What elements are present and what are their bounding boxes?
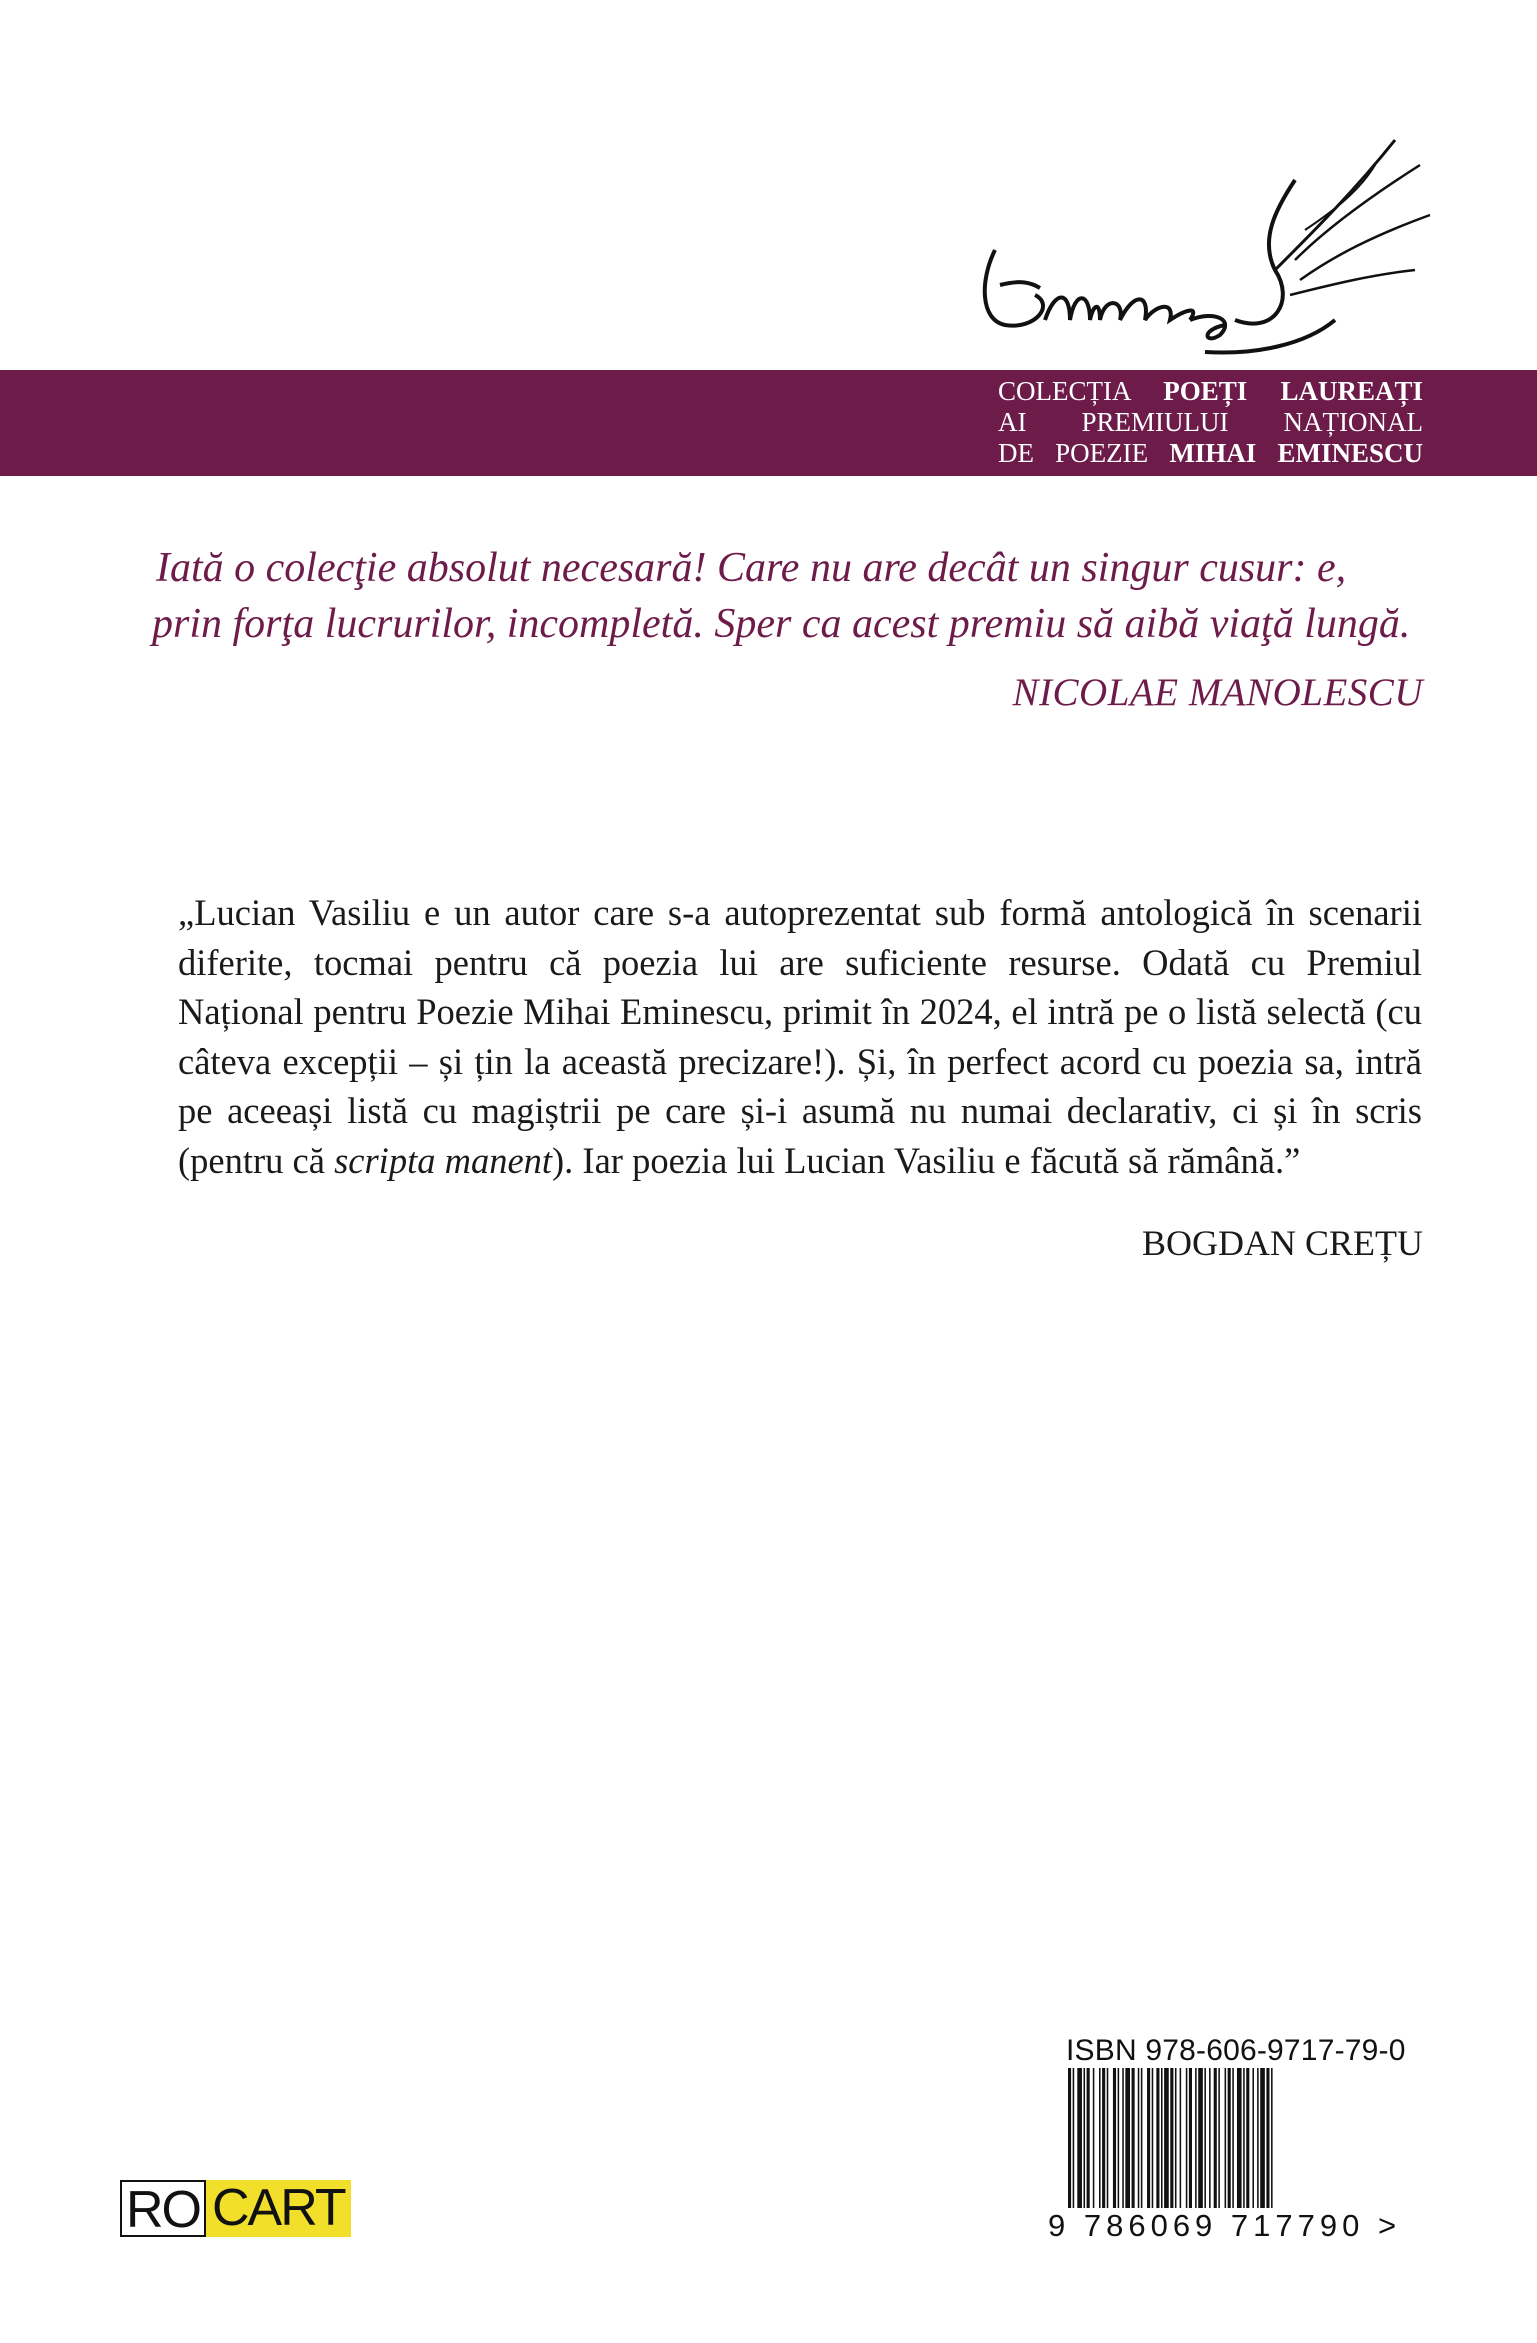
barcode-bar <box>1132 2068 1135 2208</box>
barcode-bar <box>1099 2068 1101 2208</box>
barcode-bar <box>1147 2068 1150 2208</box>
barcode-bar <box>1138 2068 1140 2208</box>
barcode-bar <box>1186 2068 1188 2208</box>
barcode-bar <box>1225 2068 1227 2208</box>
barcode-bar <box>1232 2068 1234 2208</box>
barcode-bar <box>1093 2068 1095 2208</box>
barcode-bar <box>1073 2068 1075 2208</box>
barcode-bar <box>1209 2068 1211 2208</box>
barcode-bar <box>1198 2068 1203 2208</box>
barcode-bar <box>1237 2068 1242 2208</box>
barcode-bar <box>1195 2068 1197 2208</box>
barcode-bar <box>1125 2068 1130 2208</box>
barcode-bar <box>1228 2068 1231 2208</box>
barcode-bar <box>1252 2068 1254 2208</box>
barcode-bar <box>1102 2068 1105 2208</box>
barcode-bar <box>1257 2068 1259 2208</box>
barcode-bar <box>1189 2068 1192 2208</box>
barcode-bar <box>1118 2068 1120 2208</box>
logo-cart: CART <box>206 2180 351 2237</box>
barcode-bar <box>1204 2068 1206 2208</box>
barcode-bar <box>1084 2068 1086 2208</box>
collection-line-2: AI PREMIULUI NAȚIONAL <box>998 407 1423 437</box>
publisher-logo <box>120 2180 351 2237</box>
barcode-bar <box>1161 2068 1163 2208</box>
collection-band <box>0 370 1537 476</box>
barcode-bar <box>1260 2068 1265 2208</box>
barcode-bar <box>1243 2068 1245 2208</box>
collection-title <box>998 370 1423 476</box>
barcode-bar <box>1122 2068 1124 2208</box>
isbn-label: ISBN 978-606-9717-79-0 <box>1066 2034 1406 2067</box>
quote-author: BOGDAN CREȚU <box>1141 1223 1423 1263</box>
collection-line-1: COLECȚIA POEȚI LAUREAȚI <box>998 376 1424 406</box>
barcode-bar <box>1113 2068 1116 2208</box>
barcode-bar <box>1087 2068 1090 2208</box>
barcode-bar <box>1107 2068 1109 2208</box>
barcode-bar <box>1156 2068 1159 2208</box>
eminescu-signature <box>975 120 1445 365</box>
critic-quote: „Lucian Vasiliu e un autor care s-a autoprezentat sub formă antologică în scenarii diferite, tocmai pentru că poezia lui are suficiente resurse. Odată cu Premiul Național pentru Poezie Mihai Eminescu, primit în 2024, el intră pe o listă selectă (cu câteva excepții – și țin la această precizare!). Și, în perfect acord cu poezia sa, intră pe aceeași listă cu magiștrii pe care și-i asumă nu numai declarativ, ci și în scris (pentru că scripta manent). Iar poezia lui Lucian Vasiliu e făcută să rămână.” <box>178 892 1422 1181</box>
barcode-bar <box>1152 2068 1154 2208</box>
barcode-bar <box>1246 2068 1249 2208</box>
barcode-bar <box>1164 2068 1169 2208</box>
praise-quote: Iată o colecţie absolut necesară! Care nu are decât un singur cusur: e, prin forţa lucrurilor, incompletă. Sper ca acest premiu să aibă viaţă lungă. <box>152 545 1411 647</box>
barcode <box>1066 2068 1421 2220</box>
barcode-bar <box>1175 2068 1177 2208</box>
barcode-bar <box>1271 2068 1273 2208</box>
barcode-bar <box>1180 2068 1182 2208</box>
barcode-bar <box>1068 2068 1071 2208</box>
barcode-digits: 9 786069 717790 > <box>1048 2208 1402 2243</box>
barcode-bar <box>1214 2068 1217 2208</box>
logo-ro: RO <box>120 2180 206 2237</box>
collection-line-3: DE POEZIE MIHAI EMINESCU <box>998 438 1423 468</box>
barcode-bar <box>1077 2068 1082 2208</box>
barcode-bar <box>1141 2068 1143 2208</box>
barcode-bar <box>1266 2068 1269 2208</box>
praise-author: NICOLAE MANOLESCU <box>1012 671 1423 714</box>
barcode-bar <box>1170 2068 1173 2208</box>
barcode-bar <box>1218 2068 1220 2208</box>
